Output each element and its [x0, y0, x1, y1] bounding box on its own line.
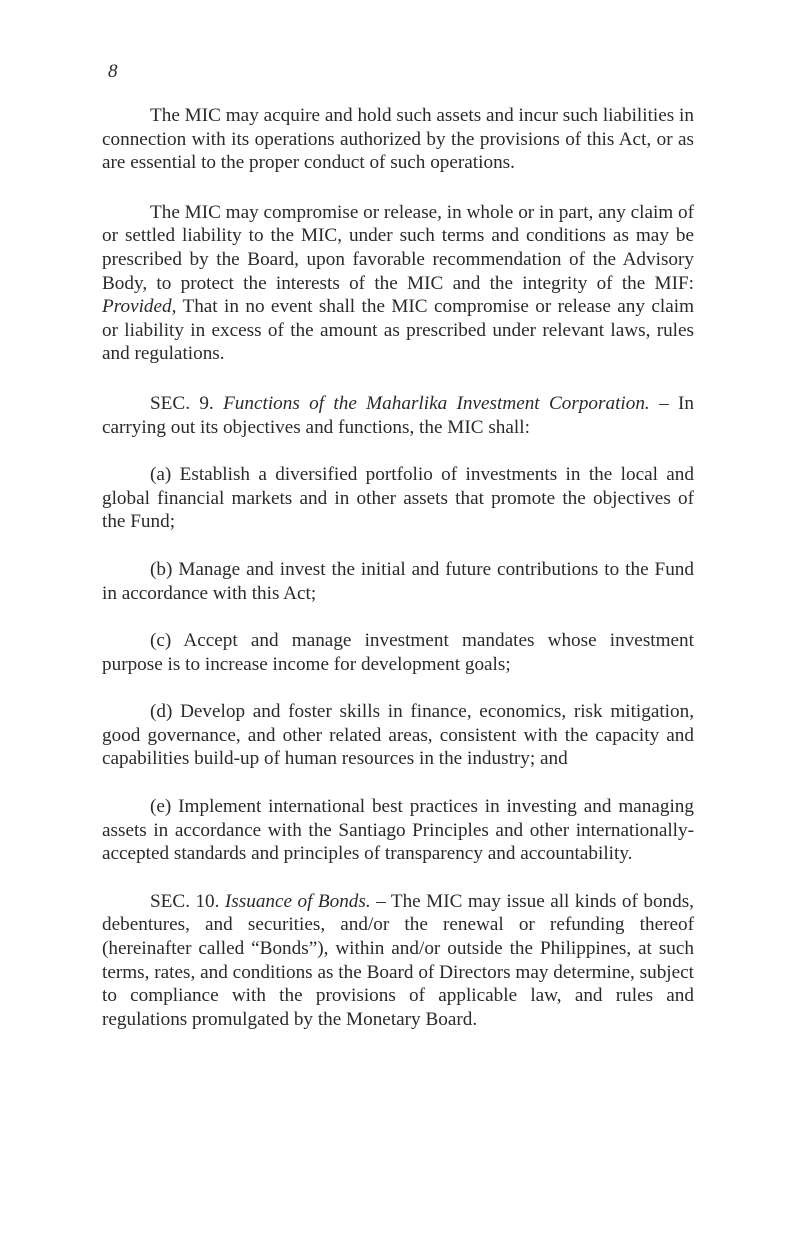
- page-number: 8: [108, 61, 118, 82]
- section-10-text: – The MIC may issue all kinds of bonds, debentures, and securities, and/or the renewal or refunding thereof (hereinafter called “Bonds”), within and/or outside the Philippines, at such terms, rates, and conditions as the Board of Directors may determine, subject to compliance with the provisions of applicable law, and rules and regulations promulgated by the Monetary Board.: [102, 890, 694, 1030]
- list-item-e: (e) Implement international best practices in investing and managing assets in accordance with the Santiago Principles and other internationally-accepted standards and principles of transparency and accountability.: [102, 796, 694, 865]
- document-body: [102, 104, 694, 1031]
- paragraph-acquire-assets: The MIC may acquire and hold such assets and incur such liabilities in connection with its operations authorized by the provisions of this Act, or as are essential to the proper conduct of such operations.: [102, 105, 694, 174]
- section-10-paragraph: [102, 890, 694, 1032]
- section-9-label: SEC. 9.: [150, 392, 224, 414]
- section-9-heading: [102, 392, 694, 439]
- section-10-label: SEC. 10.: [150, 890, 225, 912]
- section-9-title: Functions of the Maharlika Investment Corporation.: [223, 392, 650, 414]
- compromise-tail: That in no event shall the MIC compromise or release any claim or liability in excess of the amount as prescribed under relevant laws, rules and regulations.: [102, 296, 694, 365]
- compromise-text: The MIC may compromise or release, in whole or in part, any claim of or settled liability to the MIC, under such terms and conditions as may be prescribed by the Board, upon favorable recommendation of the Advisory Body, to protect the interests of the MIC and the integrity of the MIF:: [102, 201, 695, 294]
- list-item-c: (c) Accept and manage investment mandates whose investment purpose is to increase income for development goals;: [102, 630, 694, 675]
- section-10-title: Issuance of Bonds.: [224, 890, 371, 912]
- list-item-a: (a) Establish a diversified portfolio of investments in the local and global financial markets and in other assets that promote the objectives of the Fund;: [102, 464, 694, 533]
- paragraph-compromise-release: [102, 201, 694, 366]
- list-item-b: (b) Manage and invest the initial and future contributions to the Fund in accordance with this Act;: [102, 558, 694, 604]
- list-item-d: (d) Develop and foster skills in finance, economics, risk mitigation, good governance, and other related areas, consistent with the capacity and capabilities build-up of human resources in the industry; and: [102, 701, 694, 770]
- provided-proviso: Provided,: [102, 296, 177, 318]
- section-9-text: – In carrying out its objectives and functions, the MIC shall:: [102, 392, 694, 438]
